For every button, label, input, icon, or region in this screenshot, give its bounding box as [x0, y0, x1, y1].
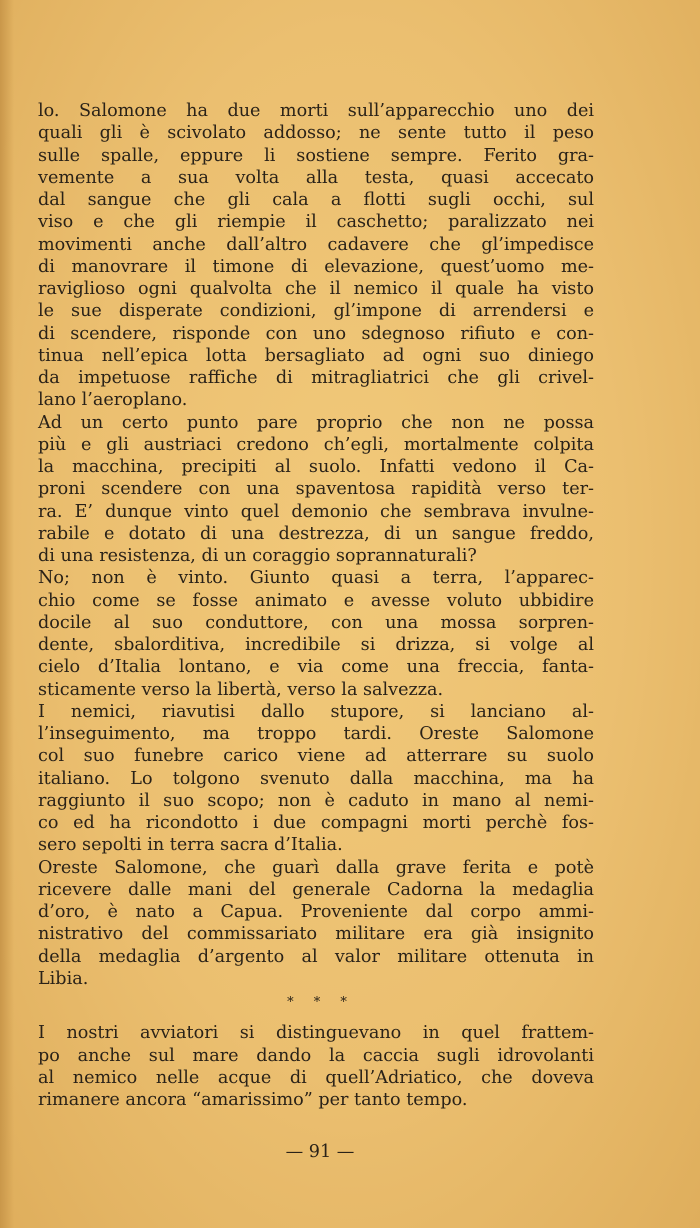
- page-binding-shadow: [0, 0, 14, 1228]
- text-line: lo. Salomone ha due morti sull’apparecchio uno dei: [38, 101, 594, 121]
- paragraph-2: [38, 412, 594, 568]
- paragraph-4: [38, 701, 594, 857]
- text-line: italiano. Lo tolgono svenuto dalla macchina, ma ha: [38, 768, 594, 789]
- text-line: della medaglia d’argento al valor militare ottenuta in: [38, 946, 594, 967]
- text-line: tinua nell’epica lotta bersagliato ad ogni suo diniego: [38, 345, 594, 366]
- text-line: quali gli è scivolato addosso; ne sente tutto il peso: [38, 123, 594, 144]
- text-line: vemente a sua volta alla testa, quasi accecato: [38, 167, 594, 188]
- paragraph-6: [38, 1022, 594, 1111]
- text-line: lano l’aeroplano.: [38, 390, 188, 411]
- body-text: [38, 100, 594, 1111]
- text-line: dente, sbalorditiva, incredibile si drizza, si volge al: [38, 635, 594, 655]
- text-line: co ed ha ricondotto i due compagni morti perchè fos-: [38, 813, 594, 833]
- text-line: la macchina, precipiti al suolo. Infatti vedono il Ca-: [38, 457, 594, 477]
- text-line: No; non è vinto. Giunto quasi a terra, l’apparec-: [38, 568, 594, 589]
- text-line: Oreste Salomone, che guarì dalla grave ferita e potè: [38, 857, 594, 878]
- text-line: Libia.: [38, 968, 89, 989]
- text-line: sulle spalle, eppure li sostiene sempre. Ferito gra-: [38, 145, 594, 166]
- text-line: col suo funebre carico viene ad atterrare su suolo: [38, 746, 594, 767]
- spacer: [38, 1012, 594, 1022]
- text-line: più e gli austriaci credono ch’egli, mortalmente colpita: [38, 434, 594, 455]
- text-line: sero sepolti in terra sacra d’Italia.: [38, 835, 343, 856]
- paragraph-1: [38, 100, 594, 412]
- paragraph-3: [38, 567, 594, 701]
- text-line: al nemico nelle acque di quell’Adriatico, che doveva: [38, 1067, 594, 1088]
- text-line: proni scendere con una spaventosa rapidità verso ter-: [38, 479, 594, 500]
- text-line: I nemici, riavutisi dallo stupore, si lanciano al-: [38, 701, 594, 722]
- text-line: dal sangue che gli cala a flotti sugli occhi, sul: [38, 190, 594, 210]
- text-line: di manovrare il timone di elevazione, quest’uomo me-: [38, 256, 594, 277]
- text-line: da impetuose raffiche di mitragliatrici che gli crivel-: [38, 368, 594, 388]
- text-line: di una resistenza, di un coraggio soprannaturali?: [38, 546, 477, 566]
- text-line: Ad un certo punto pare proprio che non ne possa: [38, 412, 594, 433]
- text-line: docile al suo conduttore, con una mossa sorpren-: [38, 612, 594, 633]
- section-separator: * * *: [287, 995, 355, 1010]
- text-line: cielo d’Italia lontano, e via come una freccia, fanta-: [38, 657, 594, 678]
- text-line: chio come se fosse animato e avesse voluto ubbidire: [38, 590, 594, 611]
- text-line: ra. E’ dunque vinto quel demonio che sembrava invulne-: [38, 501, 594, 522]
- text-line: I nostri avviatori si distinguevano in quel frattem-: [38, 1023, 594, 1044]
- text-line: sticamente verso la libertà, verso la salvezza.: [38, 679, 444, 700]
- text-line: l’inseguimento, ma troppo tardi. Oreste Salomone: [38, 724, 594, 744]
- text-line: rabile e dotato di una destrezza, di un sangue freddo,: [38, 523, 594, 544]
- page-number: — 91 —: [285, 1142, 355, 1162]
- text-line: di scendere, risponde con uno sdegnoso rifiuto e con-: [38, 323, 594, 344]
- text-line: movimenti anche dall’altro cadavere che gl’impedisce: [38, 234, 594, 255]
- text-line: raggiunto il suo scopo; non è caduto in mano al nemi-: [38, 790, 594, 811]
- text-line: po anche sul mare dando la caccia sugli idrovolanti: [38, 1045, 594, 1066]
- text-line: raviglioso ogni qualvolta che il nemico il quale ha visto: [38, 279, 594, 299]
- text-line: nistrativo del commissariato militare era già insignito: [38, 924, 594, 945]
- text-line: le sue disperate condizioni, gl’impone di arrendersi e: [38, 301, 594, 322]
- paragraph-5: [38, 857, 594, 991]
- text-line: ricevere dalle mani del generale Cadorna la medaglia: [38, 879, 594, 900]
- text-line: rimanere ancora “amarissimo” per tanto tempo.: [38, 1090, 468, 1110]
- text-line: viso e che gli riempie il caschetto; paralizzato nei: [38, 212, 594, 233]
- text-line: d’oro, è nato a Capua. Proveniente dal corpo ammi-: [38, 902, 594, 922]
